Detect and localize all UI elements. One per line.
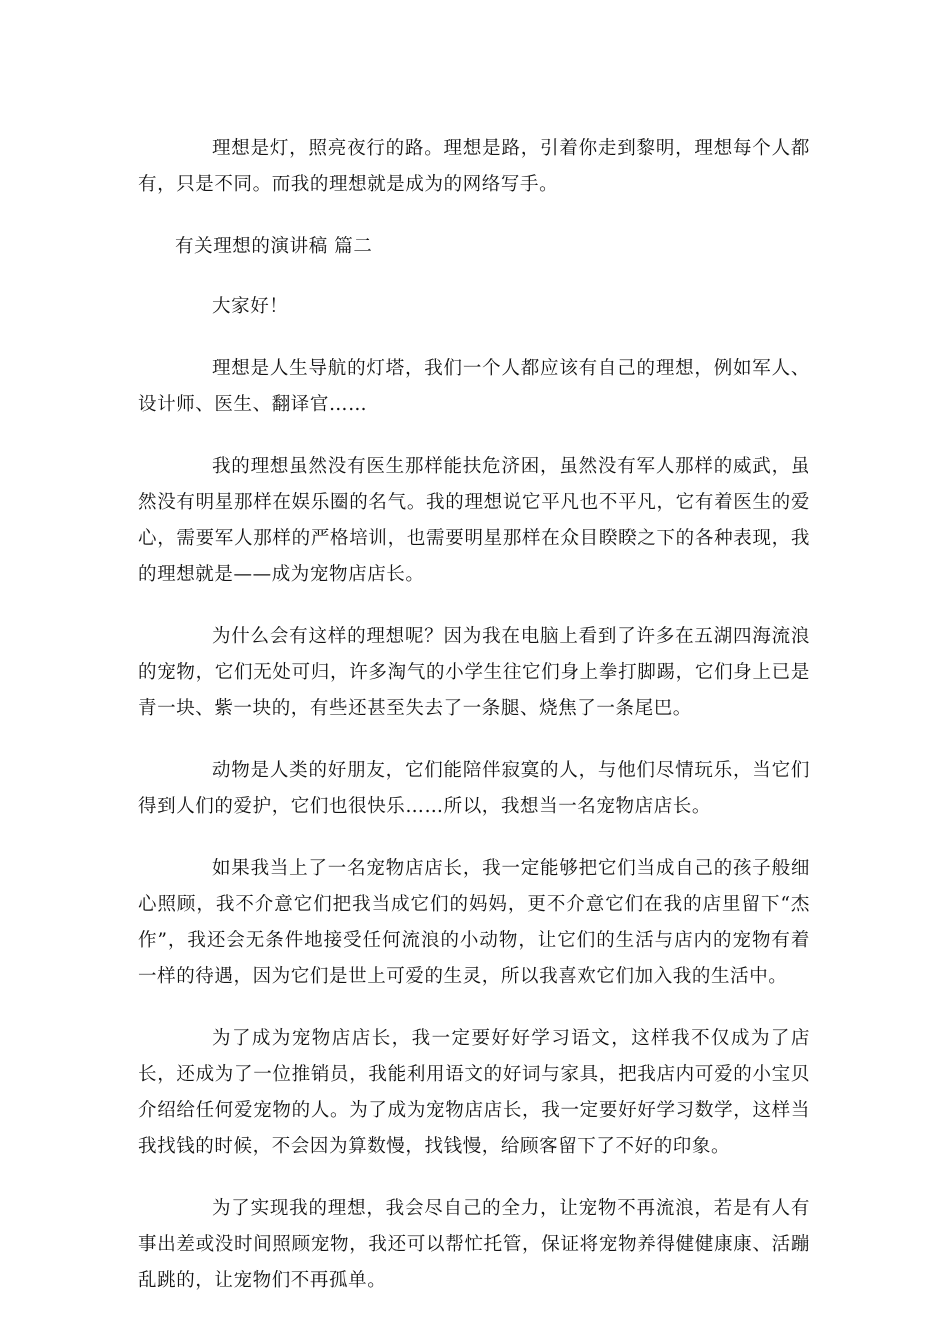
body-paragraph: 理想是人生导航的灯塔，我们一个人都应该有自己的理想，例如军人、设计师、医生、翻译官…… xyxy=(138,358,810,415)
body-paragraph: 如果我当上了一名宠物店店长，我一定能够把它们当成自己的孩子般细心照顾，我不介意它们把我当成它们的妈妈，更不介意它们在我的店里留下“杰作”，我还会无条件地接受任何流浪的小动物，让它们的生活与店内的宠物有着一样的待遇，因为它们是世上可爱的生灵，所以我喜欢它们加入我的生活中。 xyxy=(138,858,810,987)
body-paragraph: 为了实现我的理想，我会尽自己的全力，让宠物不再流浪，若是有人有事出差或没时间照顾宠物，我还可以帮忙托管，保证将宠物养得健健康康、活蹦乱跳的，让宠物们不再孤单。 xyxy=(138,1198,810,1291)
body-paragraph: 为了成为宠物店店长，我一定要好好学习语文，这样我不仅成为了店长，还成为了一位推销员，我能利用语文的好词与家具，把我店内可爱的小宝贝介绍给任何爱宠物的人。为了成为宠物店店长，我一定要好好学习数学，这样当我找钱的时候，不会因为算数慢，找钱慢，给顾客留下了不好的印象。 xyxy=(138,1028,810,1157)
body-paragraph: 为什么会有这样的理想呢？因为我在电脑上看到了许多在五湖四海流浪的宠物，它们无处可归，许多淘气的小学生往它们身上拳打脚踢，它们身上已是青一块、紫一块的，有些还甚至失去了一条腿、烧焦了一条尾巴。 xyxy=(138,626,810,719)
greeting: 大家好！ xyxy=(212,296,289,317)
body-paragraph: 动物是人类的好朋友，它们能陪伴寂寞的人，与他们尽情玩乐，当它们得到人们的爱护，它们也很快乐……所以，我想当一名宠物店店长。 xyxy=(138,760,810,817)
document-body xyxy=(138,131,810,1325)
intro-paragraph: 理想是灯，照亮夜行的路。理想是路，引着你走到黎明，理想每个人都有，只是不同。而我的理想就是成为的网络写手。 xyxy=(138,138,810,195)
section-heading: 有关理想的演讲稿 篇二 xyxy=(175,236,373,257)
body-paragraph: 我的理想虽然没有医生那样能扶危济困，虽然没有军人那样的威武，虽然没有明星那样在娱乐圈的名气。我的理想说它平凡也不平凡，它有着医生的爱心，需要军人那样的严格培训，也需要明星那样在众目睽睽之下的各种表现，我的理想就是——成为宠物店店长。 xyxy=(138,456,810,585)
